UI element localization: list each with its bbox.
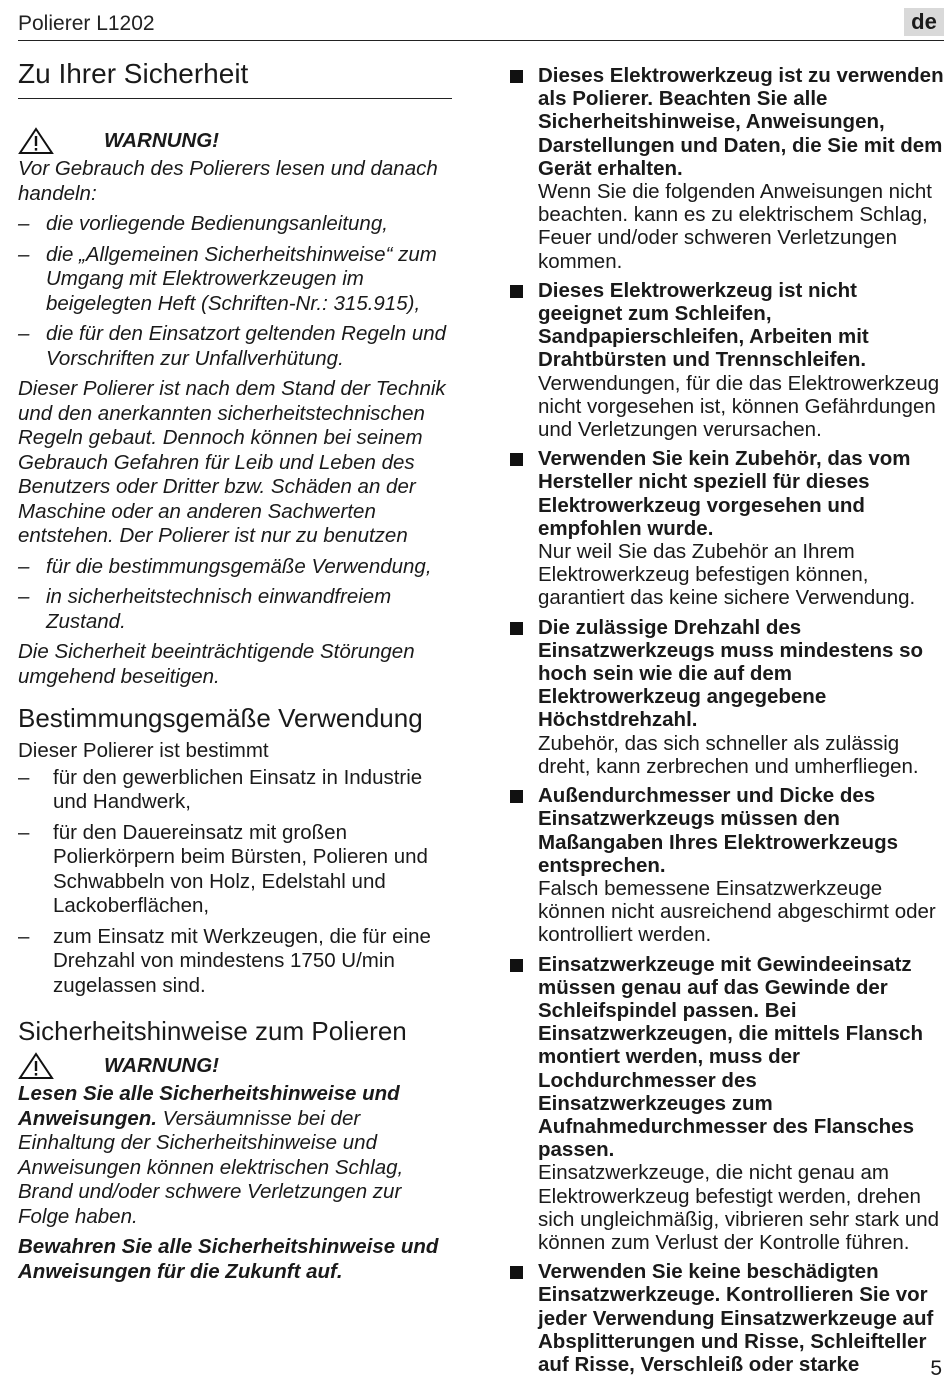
warning-label: WARNUNG! <box>104 1054 220 1077</box>
warning-keep-instructions: Bewahren Sie alle Sicherheitshinweise und Anweisungen für die Zukunft auf. <box>18 1235 439 1283</box>
list-item: – die „Allgemeinen Sicherheitshinweise“ zum Umgang mit Elektrowerkzeugen im beigelegten Heft (Schriften-Nr.: 315.915), <box>18 242 437 315</box>
warning-label: WARNUNG! <box>104 129 220 152</box>
safety-bullet: Einsatzwerkzeuge mit Gewindeeinsatz müssen genau auf das Gewinde der Schleifspindel passen. Bei Einsatzwerkzeugen, die mittels Flansch montiert werden, muss der Lochdurchmesser des Einsatzwerkzeuges zum Aufnahmedurchmesser des Flansches passen. Einsatzwerkzeuge, die nicht genau am Elektrowerkzeug befestigt werden, drehen sich ungleichmäßig, vibrieren sehr stark und können zum Verlust der Kontrolle führen. <box>510 953 946 1255</box>
list-item: – für die bestimmungsgemäße Verwendung, <box>18 554 432 578</box>
bullet-square-icon <box>510 790 523 803</box>
safety-bullet: Verwenden Sie keine beschädigten Einsatzwerkzeuge. Kontrollieren Sie vor jeder Verwendung Einsatzwerkzeuge auf Absplitterungen und Risse, Schleifteller auf Risse, Verschleiß oder starke <box>510 1260 946 1376</box>
section-heading-safety: Zu Ihrer Sicherheit <box>18 58 452 99</box>
list-item: – für den gewerblichen Einsatz in Industrie und Handwerk, <box>18 765 423 813</box>
page-number: 5 <box>930 1357 942 1380</box>
list-item: – die für den Einsatzort geltenden Regeln und Vorschriften zur Unfallverhütung. <box>18 322 447 370</box>
list-item: – zum Einsatz mit Werkzeugen, die für eine Drehzahl von mindestens 1750 U/min zugelassen sind. <box>18 924 431 997</box>
warning-triangle-icon <box>18 1052 54 1080</box>
page-header <box>18 8 944 41</box>
bullet-square-icon <box>510 70 523 83</box>
section-heading-polishing-safety: Sicherheitshinweise zum Polieren <box>18 1016 407 1046</box>
warning-text: Lesen Sie alle Sicherheitshinweise und Anweisungen. Versäumnisse bei der Einhaltung der Sicherheitshinweise und Anweisungen können elektrischen Schlag, Brand und/oder schwere Verletzungen zur Folge haben. <box>18 1082 404 1228</box>
warning-row <box>18 127 458 155</box>
intended-use-intro: Dieser Polierer ist bestimmt <box>18 739 269 762</box>
bullet-square-icon <box>510 453 523 466</box>
document-title: Polierer L1202 <box>18 12 155 35</box>
safety-bullet: Dieses Elektrowerkzeug ist zu verwenden als Polierer. Beachten Sie alle Sicherheitshinweise, Anweisungen, Darstellungen und Daten, die Sie mit dem Gerät erhalten. Wenn Sie die folgenden Anweisungen nicht beachten. kann es zu elektrischem Schlag, Feuer und/oder schweren Verletzungen kommen. <box>510 64 946 273</box>
right-column <box>510 64 946 1382</box>
safety-bullet: Dieses Elektrowerkzeug ist nicht geeignet zum Schleifen, Sandpapierschleifen, Arbeiten mit Drahtbürsten und Trennschleifen. Verwendungen, für die das Elektrowerkzeug nicht vorgesehen ist, können Gefährdungen und Verletzungen verursachen. <box>510 279 946 441</box>
language-badge: de <box>904 8 944 36</box>
warning-intro: Vor Gebrauch des Polierers lesen und danach handeln: <box>18 157 438 205</box>
warning-closing: Die Sicherheit beeinträchtigende Störungen umgehend beseitigen. <box>18 640 415 688</box>
warning-triangle-icon <box>18 127 54 155</box>
warning-paragraph: Dieser Polierer ist nach dem Stand der Technik und den anerkannten sicherheitstechnischen Regeln gebaut. Dennoch können bei seinem Gebrauch Gefahren für Leib und Leben des Benutzers oder Dritter bzw. Schäden an der Maschine oder an anderen Sachwerten entstehen. Der Polierer ist nur zu benutzen <box>18 377 446 547</box>
bullet-square-icon <box>510 622 523 635</box>
bullet-square-icon <box>510 959 523 972</box>
safety-bullet: Verwenden Sie kein Zubehör, das vom Hersteller nicht speziell für dieses Elektrowerkzeug vorgesehen und empfohlen wurde. Nur weil Sie das Zubehör an Ihrem Elektrowerkzeug befestigen können, garantiert das keine sichere Verwendung. <box>510 447 946 609</box>
safety-bullet: Außendurchmesser und Dicke des Einsatzwerkzeugs müssen den Maßangaben Ihres Elektrowerkzeugs entsprechen. Falsch bemessene Einsatzwerkzeuge können nicht ausreichend abgeschirmt oder kontrolliert werden. <box>510 784 946 946</box>
bullet-square-icon <box>510 285 523 298</box>
list-item: – die vorliegende Bedienungsanleitung, <box>18 212 388 235</box>
list-item: – in sicherheitstechnisch einwandfreiem Zustand. <box>18 585 392 633</box>
list-item: – für den Dauereinsatz mit großen Polierkörpern beim Bürsten, Polieren und Schwabbeln von Holz, Edelstahl und Lackoberflächen, <box>18 820 428 917</box>
section-heading-intended-use: Bestimmungsgemäße Verwendung <box>18 703 423 733</box>
safety-bullet: Die zulässige Drehzahl des Einsatzwerkzeugs muss mindestens so hoch sein wie die auf dem Elektrowerkzeug angegebene Höchstdrehzahl. Zubehör, das sich schneller als zulässig dreht, kann zerbrechen und umherfliegen. <box>510 616 946 778</box>
warning-row <box>18 1052 458 1080</box>
left-column <box>18 58 458 1290</box>
bullet-square-icon <box>510 1266 523 1279</box>
